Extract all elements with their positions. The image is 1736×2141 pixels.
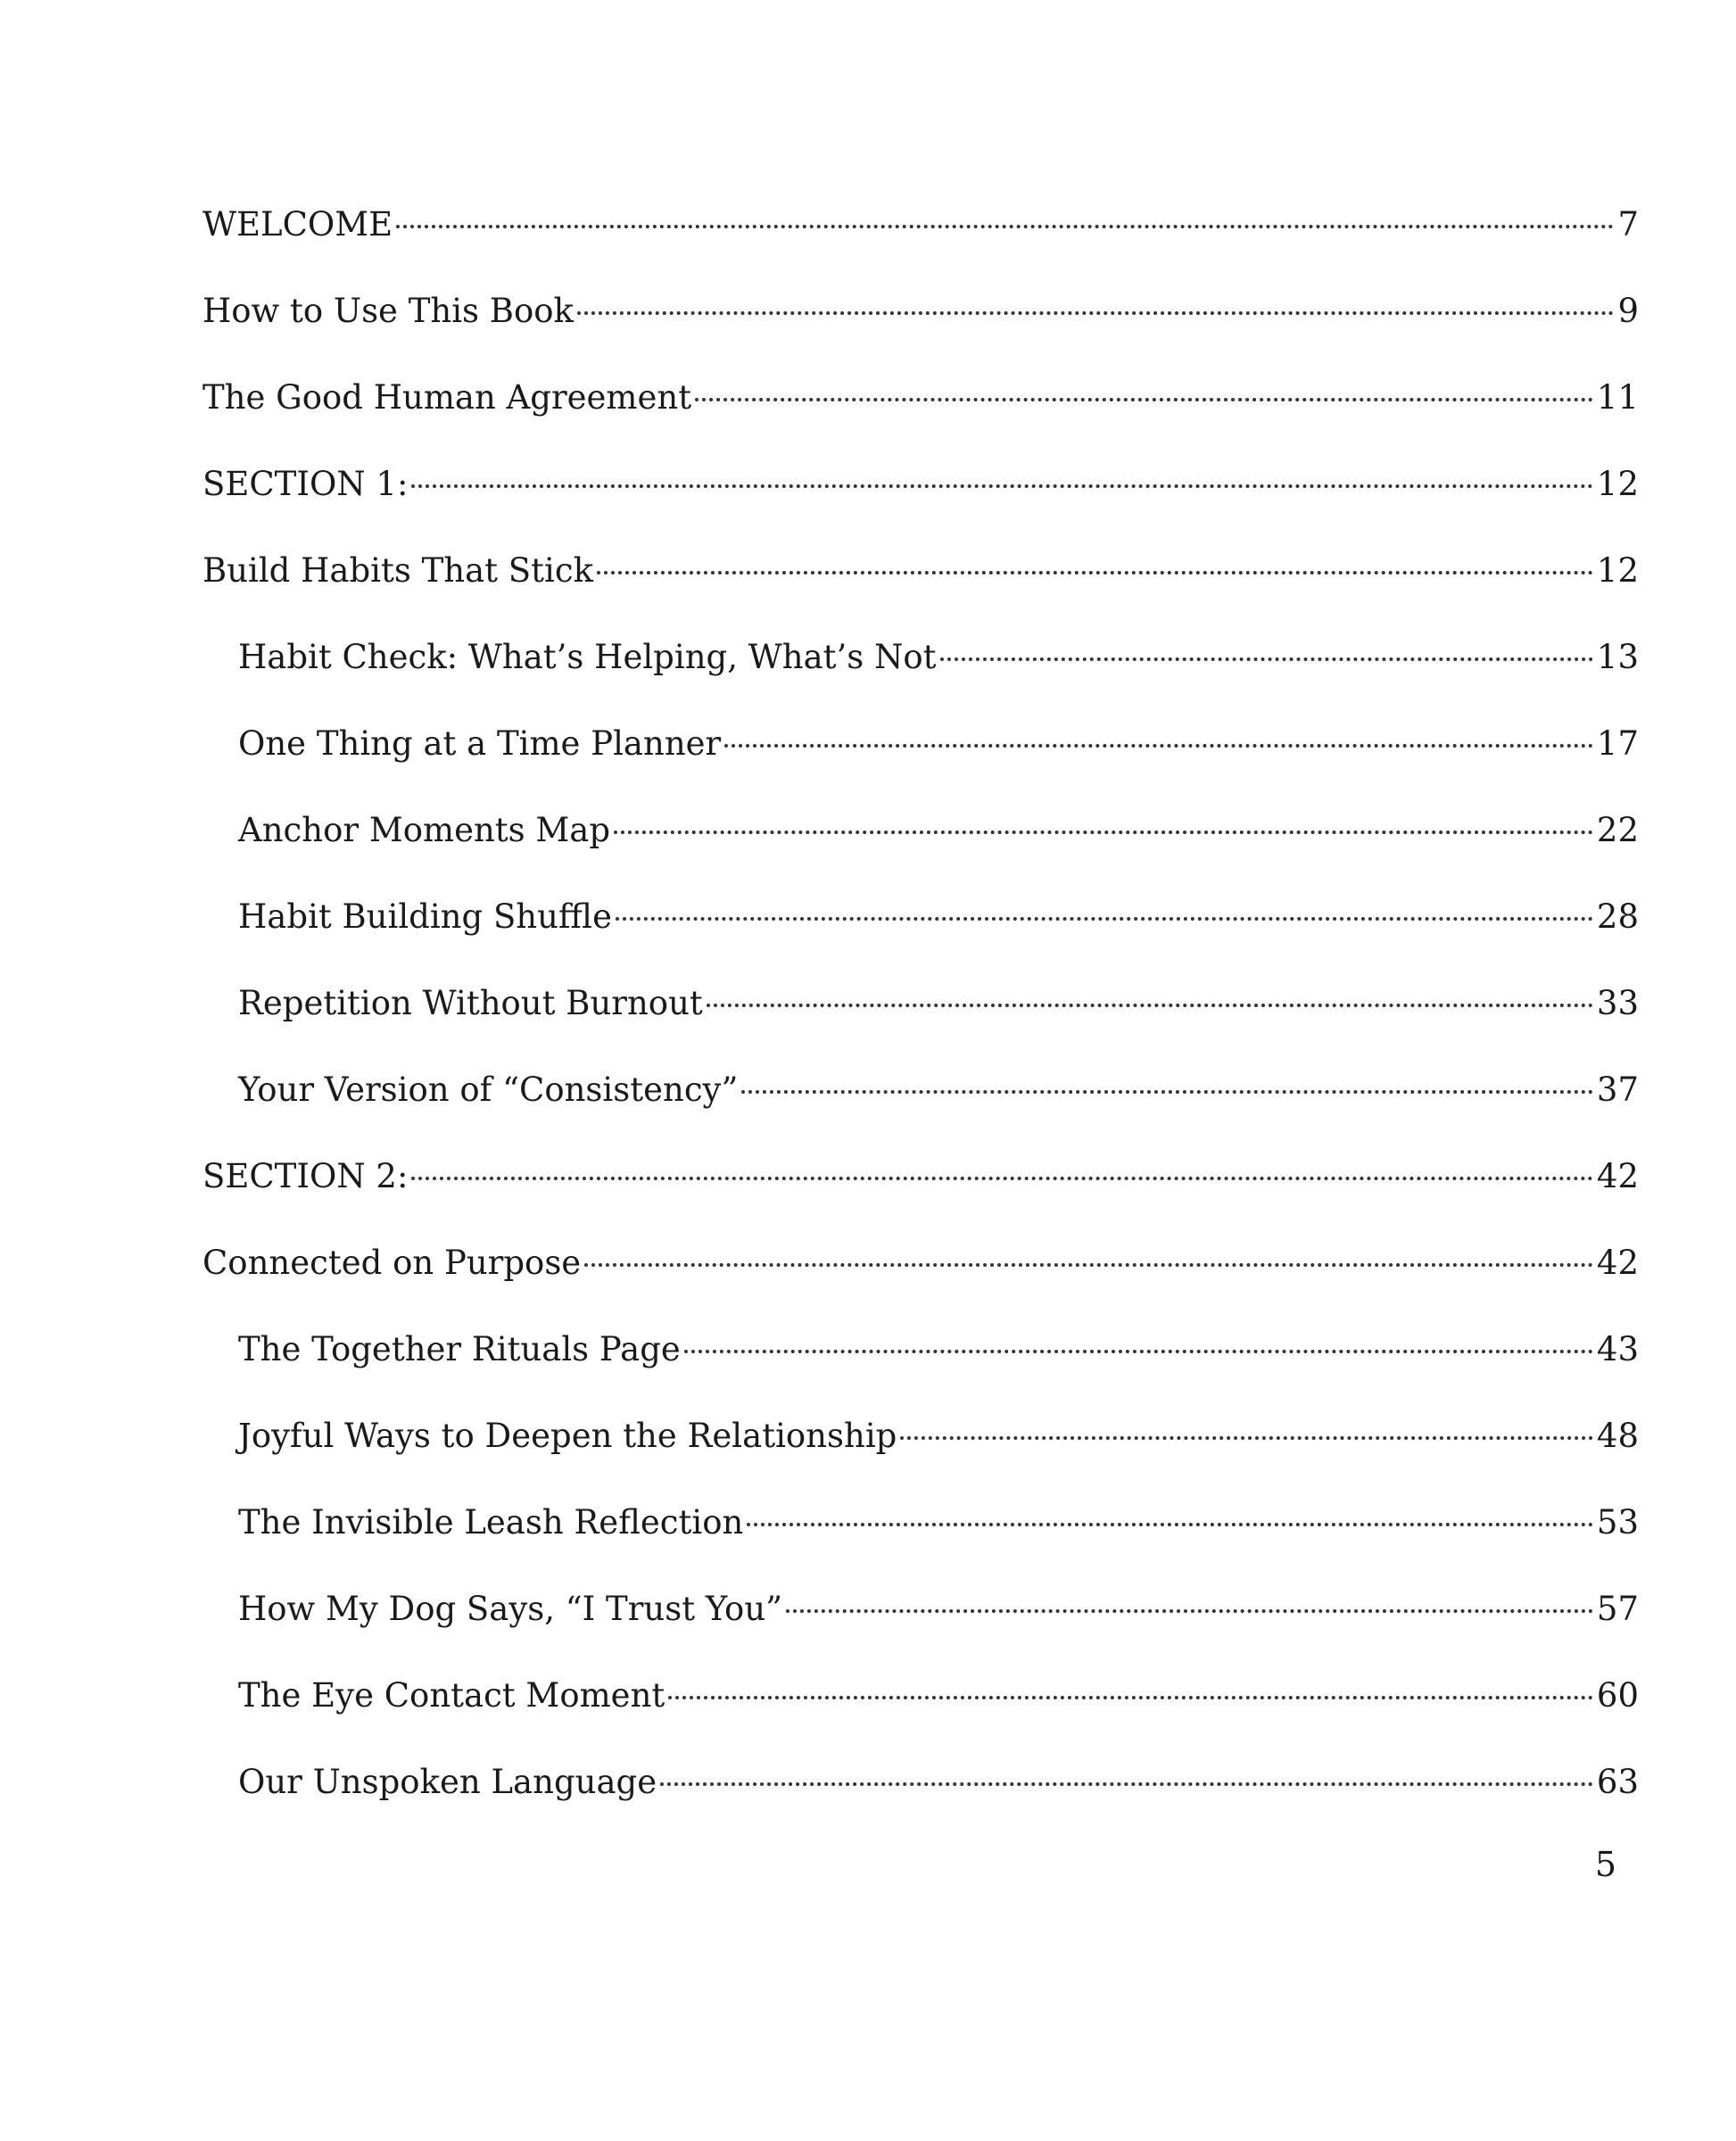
toc-entry-title: Habit Building Shuffle (238, 897, 612, 936)
toc-dot-leader (668, 1696, 1593, 1699)
toc-dot-leader (684, 1350, 1593, 1353)
toc-entry-agreement[interactable] (203, 371, 1639, 458)
toc-entry-build-habits[interactable] (203, 544, 1639, 631)
toc-entry-page: 12 (1596, 465, 1639, 503)
toc-entry-eye-contact[interactable] (203, 1669, 1639, 1756)
toc-dot-leader (616, 917, 1593, 921)
toc-entry-page: 43 (1596, 1330, 1639, 1368)
toc-entry-title: Our Unspoken Language (238, 1763, 657, 1801)
toc-entry-title: Habit Check: What’s Helping, What’s Not (238, 638, 937, 676)
toc-entry-page: 48 (1596, 1417, 1639, 1455)
toc-entry-page: 42 (1596, 1244, 1639, 1282)
toc-entry-title: How My Dog Says, “I Trust You” (238, 1590, 783, 1628)
toc-dot-leader (577, 311, 1614, 315)
toc-entry-page: 63 (1596, 1763, 1639, 1801)
toc-entry-how-to-use[interactable] (203, 285, 1639, 371)
toc-dot-leader (660, 1782, 1593, 1786)
toc-entry-title: The Together Rituals Page (238, 1330, 681, 1368)
toc-entry-page: 9 (1617, 292, 1639, 330)
toc-entry-page: 33 (1596, 984, 1639, 1022)
toc-entry-title: Connected on Purpose (203, 1244, 582, 1282)
toc-dot-leader (940, 657, 1593, 661)
toc-entry-title: Joyful Ways to Deepen the Relationship (238, 1417, 897, 1455)
toc-entry-title: WELCOME (203, 205, 393, 244)
page-number: 5 (1594, 1845, 1617, 1884)
toc-entry-page: 28 (1596, 897, 1639, 936)
toc-entry-page: 57 (1596, 1590, 1639, 1628)
toc-entry-title: Your Version of “Consistency” (238, 1070, 739, 1109)
toc-entry-page: 37 (1596, 1070, 1639, 1109)
toc-entry-title: The Good Human Agreement (203, 378, 692, 417)
toc-dot-leader (411, 1177, 1592, 1180)
toc-entry-anchor-moments[interactable] (203, 804, 1639, 890)
toc-entry-connected[interactable] (203, 1236, 1639, 1323)
toc-dot-leader (597, 571, 1593, 575)
toc-entry-title: SECTION 2: (203, 1157, 409, 1195)
toc-entry-title: SECTION 1: (203, 465, 409, 503)
toc-entry-unspoken-language[interactable] (203, 1756, 1639, 1842)
toc-dot-leader (747, 1523, 1593, 1526)
toc-entry-one-thing[interactable] (203, 717, 1639, 804)
toc-entry-title: The Eye Contact Moment (238, 1676, 665, 1715)
toc-entry-title: The Invisible Leash Reflection (238, 1503, 744, 1542)
toc-dot-leader (411, 484, 1592, 488)
toc-dot-leader (695, 398, 1593, 401)
toc-entry-section-2[interactable] (203, 1150, 1639, 1236)
toc-entry-together-rituals[interactable] (203, 1323, 1639, 1409)
toc-dot-leader (707, 1004, 1593, 1007)
toc-entry-title: Repetition Without Burnout (238, 984, 703, 1022)
toc-entry-page: 22 (1596, 811, 1639, 849)
toc-dot-leader (396, 225, 1614, 228)
toc-dot-leader (786, 1609, 1593, 1613)
toc-entry-joyful-ways[interactable] (203, 1409, 1639, 1496)
table-of-contents (203, 198, 1639, 1842)
toc-entry-habit-shuffle[interactable] (203, 890, 1639, 977)
toc-entry-page: 12 (1596, 551, 1639, 590)
toc-entry-page: 13 (1596, 638, 1639, 676)
toc-entry-title: Anchor Moments Map (238, 811, 611, 849)
toc-entry-section-1[interactable] (203, 458, 1639, 544)
toc-entry-consistency[interactable] (203, 1063, 1639, 1150)
toc-entry-repetition[interactable] (203, 977, 1639, 1063)
toc-entry-invisible-leash[interactable] (203, 1496, 1639, 1583)
toc-entry-welcome[interactable] (203, 198, 1639, 285)
toc-entry-page: 7 (1617, 205, 1639, 244)
toc-entry-page: 42 (1596, 1157, 1639, 1195)
toc-dot-leader (584, 1263, 1593, 1267)
toc-dot-leader (900, 1436, 1593, 1440)
toc-entry-title: One Thing at a Time Planner (238, 724, 722, 763)
toc-entry-habit-check[interactable] (203, 631, 1639, 717)
toc-dot-leader (724, 744, 1593, 748)
toc-entry-page: 11 (1596, 378, 1639, 417)
toc-entry-page: 60 (1596, 1676, 1639, 1715)
toc-dot-leader (614, 831, 1593, 834)
toc-entry-page: 17 (1596, 724, 1639, 763)
toc-entry-trust-you[interactable] (203, 1583, 1639, 1669)
toc-dot-leader (741, 1090, 1593, 1094)
toc-entry-title: How to Use This Book (203, 292, 574, 330)
toc-entry-title: Build Habits That Stick (203, 551, 593, 590)
toc-entry-page: 53 (1596, 1503, 1639, 1542)
